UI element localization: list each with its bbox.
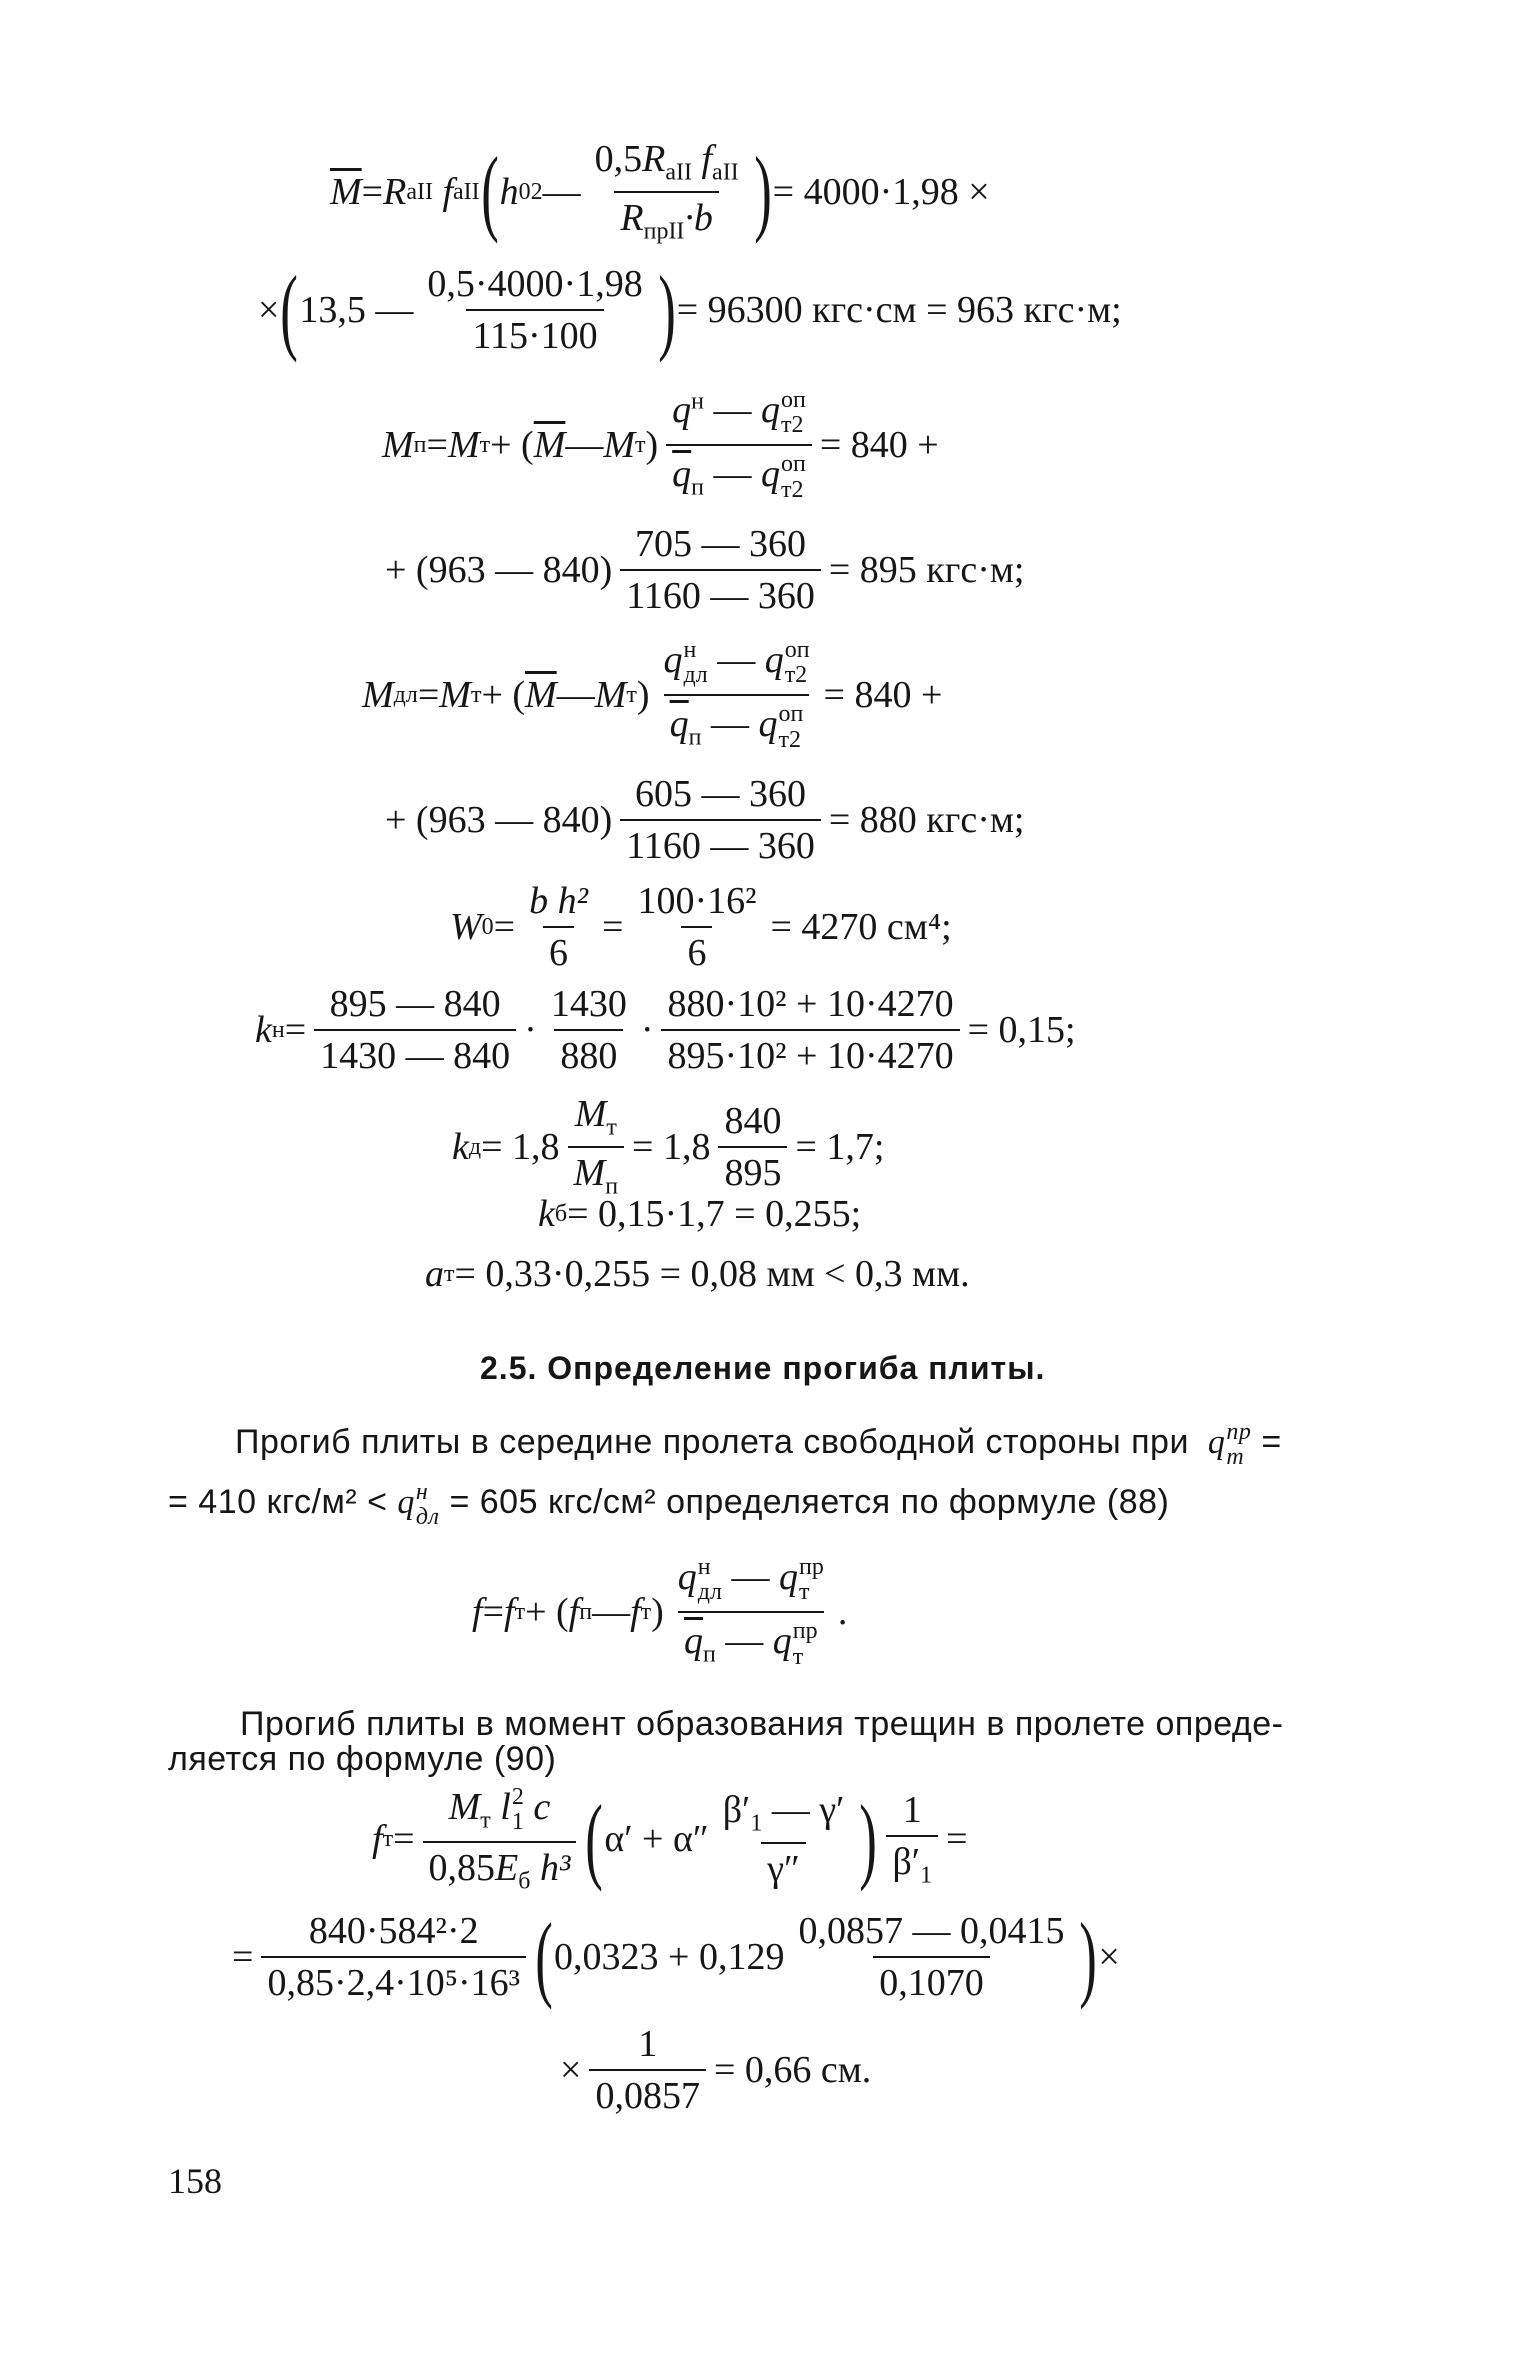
denominator — [423, 1841, 577, 1894]
denominator: 895 — [718, 1146, 787, 1192]
rhs-value: = 0,33·0,255 = 0,08 мм < 0,3 мм. — [454, 1253, 970, 1295]
rhs-value: = 840 + — [819, 424, 939, 467]
subscript-t: т — [1226, 1444, 1245, 1471]
times-sign: × — [1098, 1936, 1120, 1978]
paren-close: ) — [657, 255, 676, 363]
beta-prime: β′ — [722, 1789, 751, 1832]
plus-sign: + ( — [490, 424, 534, 467]
subscript-t: т — [626, 682, 637, 709]
fraction — [314, 985, 516, 1075]
fraction — [658, 638, 816, 753]
subscript-02: 02 — [518, 178, 543, 205]
denominator: 880 — [554, 1029, 623, 1075]
symbol-w: W — [450, 906, 482, 948]
term: + (963 — 840) — [385, 799, 613, 841]
symbol-l: l — [500, 1785, 511, 1828]
paragraph-line2 — [168, 1480, 1169, 1530]
symbol-r: R — [642, 138, 666, 180]
paragraph2-line2 — [168, 1740, 556, 1779]
fraction — [589, 140, 745, 243]
subscript-t: т — [635, 432, 646, 459]
subscript-t: т — [640, 1599, 652, 1626]
equation-w0 — [450, 882, 952, 972]
equals-sign: = — [482, 1591, 504, 1634]
coef: 0,5 — [594, 138, 643, 180]
numerator — [666, 388, 812, 444]
subscript-p: п — [702, 1641, 716, 1668]
symbol-f: f — [504, 1591, 515, 1634]
fraction — [886, 1791, 938, 1888]
symbol-q-bar: $\overline{q}$ — [683, 1620, 703, 1663]
subscript-dl: дл — [683, 662, 708, 689]
subscript-b: б — [554, 1201, 568, 1227]
minus-sign: — — [556, 674, 595, 717]
sub-sup-stack — [781, 452, 806, 502]
subscript-dl: дл — [393, 682, 418, 709]
sub-sup-stack — [684, 638, 708, 688]
numerator: 0,0857 — 0,0415 — [798, 1910, 1065, 1952]
sub-sup-stack — [416, 1480, 440, 1530]
symbol-q-bar: $\overline{q}$ — [669, 703, 689, 746]
plus-sign: + ( — [525, 1591, 569, 1634]
subscript-aii: aII — [665, 159, 692, 186]
rhs-value: = 1,7; — [795, 1125, 885, 1168]
rhs-value: = 895 кгс·м; — [828, 549, 1025, 591]
superscript-2: 2 — [511, 1784, 524, 1810]
fraction — [631, 882, 762, 972]
numerator: 100·16² — [637, 880, 757, 922]
denominator: 0,0857 — [589, 2069, 706, 2115]
times-sign: × — [258, 289, 280, 331]
denominator — [678, 1611, 824, 1669]
gamma-term: — γ′ — [762, 1789, 845, 1832]
fraction — [261, 1912, 526, 2002]
symbol-q-bar: $\overline{q}$ — [672, 453, 692, 496]
fraction — [589, 2025, 706, 2115]
denominator: 0,85·2,4·10⁵·16³ — [261, 1956, 526, 2002]
subscript-t: т — [798, 1579, 810, 1606]
rhs-value: = 0,66 см. — [713, 2049, 872, 2091]
subscript-t2: т2 — [781, 412, 804, 439]
dot-sign: · — [640, 1009, 654, 1051]
term: 13,5 — — [299, 289, 414, 331]
symbol-r: R — [620, 196, 644, 239]
numerator: 705 — 360 — [635, 523, 807, 565]
equals-sign: = — [946, 1818, 968, 1861]
symbol-q: q — [761, 453, 780, 496]
denominator: 1160 — 360 — [620, 819, 821, 865]
symbol-f: f — [701, 138, 713, 180]
symbol-k: k — [538, 1193, 555, 1235]
sub-sup-stack — [512, 1785, 524, 1835]
symbol-a: a — [425, 1253, 444, 1295]
symbol-q: q — [764, 638, 784, 681]
numerator: 840 — [724, 1099, 782, 1142]
paren-close: ) — [636, 674, 650, 717]
text: = 410 кгс/м² < — [168, 1482, 388, 1521]
equation-mdl-line2 — [385, 775, 1024, 865]
fraction — [421, 265, 648, 355]
section-heading: 2.5. Определение прогиба плиты. — [480, 1350, 1046, 1386]
minus-sign: — — [542, 170, 581, 213]
paren-close: ) — [1079, 1902, 1098, 2010]
symbol-f: f — [372, 1818, 383, 1861]
equals-sign: = — [1261, 1422, 1282, 1461]
symbol-c: c — [533, 1785, 551, 1828]
numerator: 1 — [638, 2023, 658, 2065]
equals-sign: = — [284, 1009, 307, 1051]
subscript-1: 1 — [750, 1810, 763, 1837]
subscript-t: т — [792, 1643, 804, 1670]
subscript-b: б — [518, 1868, 531, 1895]
superscript-op: оп — [781, 387, 806, 413]
paren-close: ) — [753, 137, 772, 245]
symbol-m: M — [439, 674, 471, 717]
denominator: γ″ — [761, 1842, 806, 1888]
paragraph2-line1 — [240, 1705, 1284, 1744]
beta-prime: β′ — [892, 1841, 921, 1884]
subscript-t: т — [514, 1599, 526, 1626]
equals-sign: = — [361, 170, 384, 213]
numerator — [569, 1095, 623, 1146]
subscript-p: п — [579, 1599, 593, 1626]
period: . — [837, 1591, 848, 1634]
symbol-h3: h³ — [539, 1847, 571, 1890]
denominator: 1430 — 840 — [314, 1029, 516, 1075]
subscript-aii: aII — [712, 159, 739, 186]
denominator: 6 — [681, 926, 712, 972]
subscript-t: т — [444, 1261, 455, 1287]
subscript-p: п — [688, 724, 702, 751]
symbol-m: M — [603, 424, 635, 467]
rhs-value: = 880 кгс·м; — [828, 799, 1025, 841]
fraction — [620, 775, 821, 865]
subscript-t2: т2 — [784, 662, 808, 689]
symbol-q: q — [677, 1555, 697, 1598]
denominator — [614, 191, 719, 244]
symbol-m: M — [448, 1785, 481, 1828]
text: = 605 кгс/см² определяется по формуле (88) — [449, 1482, 1170, 1521]
subscript-p: п — [605, 1173, 619, 1200]
term: 0,0323 + 0,129 — [554, 1936, 785, 1978]
symbol-q: q — [772, 1620, 792, 1663]
equation-kb — [538, 1195, 861, 1233]
sub-sup-stack — [779, 702, 804, 752]
subscript-t: т — [480, 1807, 491, 1834]
symbol-q: q — [758, 703, 778, 746]
sub-sup-stack — [1226, 1420, 1251, 1470]
numerator: 880·10² + 10·4270 — [667, 983, 954, 1025]
subscript-aii: aII — [406, 178, 433, 205]
subscript-1: 1 — [511, 1809, 524, 1836]
fraction — [523, 882, 594, 972]
symbol-m: M — [573, 1151, 606, 1194]
symbol-q: q — [672, 388, 692, 431]
fraction — [792, 1912, 1070, 2002]
denominator — [666, 444, 812, 502]
paren-open: ( — [585, 1785, 604, 1893]
q-t-pr-symbol: q пр т — [1198, 1419, 1252, 1471]
symbol-m-bar: $\overline{M}$ — [330, 170, 362, 213]
symbol-h: h — [499, 170, 519, 213]
equals-sign: = — [417, 674, 440, 717]
text: Прогиб плиты в середине пролета свободной стороны при — [235, 1422, 1189, 1461]
coef: 0,85 — [428, 1847, 495, 1890]
subscript-p: п — [691, 474, 704, 501]
numerator — [672, 1555, 830, 1611]
paren-close: ) — [645, 424, 659, 467]
term: = 1,8 — [481, 1125, 560, 1168]
subscript-t2: т2 — [781, 476, 804, 503]
equation-f — [472, 1555, 847, 1670]
superscript-op: оп — [781, 451, 806, 478]
subscript-dl: дл — [697, 1579, 722, 1606]
fraction — [545, 985, 633, 1075]
rhs-value: = 4000·1,98 × — [772, 170, 990, 213]
numerator: 1 — [902, 1789, 922, 1832]
paren-open: ( — [480, 137, 499, 245]
sub-sup-stack — [698, 1555, 722, 1605]
equation-mdl-line1 — [362, 638, 942, 753]
symbol-m: M — [594, 674, 627, 717]
symbol-e: E — [495, 1847, 519, 1890]
numerator — [717, 1791, 851, 1842]
superscript-op: оп — [778, 701, 804, 728]
symbol-m-bar: $\overline{M}$ — [533, 424, 566, 467]
subscript-t2: т2 — [778, 726, 802, 753]
minus-sign: — — [592, 1591, 631, 1634]
text: ляется по формуле (90) — [168, 1740, 557, 1778]
minus-sign: — — [721, 1555, 779, 1598]
term: + (963 — 840) — [385, 549, 613, 591]
paren-open: ( — [535, 1902, 553, 2010]
fraction — [661, 985, 959, 1075]
minus-sign: — — [707, 638, 765, 681]
subscript-t: т — [479, 432, 491, 459]
symbol-f: f — [472, 1591, 483, 1634]
denominator: 6 — [543, 926, 574, 972]
subscript-t: т — [382, 1826, 394, 1853]
numerator — [589, 140, 745, 191]
symbol-m: M — [382, 424, 414, 467]
paren-open: ( — [280, 255, 299, 363]
dot-sign: · — [524, 1009, 537, 1051]
rhs-value: = 0,15; — [967, 1009, 1076, 1051]
denominator: 115·100 — [466, 309, 603, 355]
plus-sign: + ( — [481, 674, 526, 717]
equation-at — [425, 1255, 970, 1293]
equation-ft-line1 — [372, 1785, 968, 1894]
equals-sign: = — [426, 424, 448, 467]
superscript-pr: пр — [1226, 1419, 1252, 1445]
subscript-1: 1 — [920, 1862, 933, 1889]
equation-ft-line2 — [232, 1902, 1120, 2010]
fraction — [423, 1785, 577, 1894]
denominator: 0,1070 — [873, 1956, 990, 2002]
superscript-op: оп — [784, 637, 810, 663]
subscript-d: д — [468, 1133, 482, 1160]
numerator: 0,5·4000·1,98 — [427, 263, 643, 305]
subscript-p: п — [413, 432, 427, 459]
minus-sign: — — [704, 453, 761, 496]
equation-kd — [452, 1095, 884, 1198]
symbol-q: q — [778, 1555, 798, 1598]
fraction — [568, 1095, 625, 1198]
numerator: b h² — [529, 880, 588, 922]
symbol-b: ·b — [684, 196, 713, 239]
equation-moment-line2 — [258, 255, 1122, 363]
denominator — [664, 694, 810, 752]
symbol-k: k — [452, 1125, 469, 1168]
sub-sup-stack — [799, 1555, 824, 1605]
numerator — [443, 1785, 557, 1841]
symbol-f: f — [630, 1591, 641, 1634]
equation-kn — [255, 985, 1076, 1075]
paragraph-line1 — [235, 1420, 1282, 1470]
term: = 1,8 — [632, 1125, 711, 1168]
rhs-value: = 4270 см⁴; — [770, 906, 952, 948]
fraction — [666, 388, 812, 503]
alpha-terms: α′ + α″ — [604, 1818, 709, 1861]
minus-sign: — — [701, 703, 759, 746]
subscript-dl: дл — [415, 1504, 440, 1531]
subscript-t: т — [470, 682, 482, 709]
symbol-f: f — [442, 170, 454, 213]
numerator — [658, 638, 816, 694]
symbol-m-bar: $\overline{M}$ — [525, 674, 557, 717]
subscript-aii: aII — [453, 178, 480, 205]
page-number: 158 — [168, 2161, 222, 2201]
superscript-n: н — [683, 637, 697, 663]
rhs-value: = 840 + — [823, 674, 943, 717]
symbol-q: q — [663, 638, 683, 681]
numerator: 840·584²·2 — [308, 1910, 479, 1952]
subscript-t: т — [606, 1114, 617, 1141]
equation-mp-line2 — [385, 525, 1024, 615]
text: Прогиб плиты в момент образования трещин в пролете опреде- — [240, 1705, 1284, 1743]
symbol-m: M — [447, 424, 480, 467]
equation-moment-line1 — [330, 137, 990, 245]
sub-sup-stack — [781, 388, 806, 438]
fraction — [718, 1099, 787, 1194]
times-sign: × — [560, 2049, 582, 2091]
sub-sup-stack — [793, 1619, 818, 1669]
numerator: 1430 — [550, 983, 627, 1025]
fraction — [717, 1791, 851, 1888]
symbol-q: q — [761, 388, 780, 431]
subscript-n: н — [271, 1017, 285, 1043]
sub-sup-stack — [785, 638, 810, 688]
symbol-r: R — [383, 170, 407, 213]
equals-sign: = — [602, 906, 624, 948]
denominator: 1160 — 360 — [620, 569, 821, 615]
symbol-k: k — [255, 1009, 272, 1051]
paren-close: ) — [859, 1785, 878, 1893]
minus-sign: — — [565, 424, 604, 467]
symbol-f: f — [568, 1591, 580, 1634]
minus-sign: — — [704, 388, 761, 431]
equation-mp-line1 — [382, 388, 939, 503]
denominator: 895·10² + 10·4270 — [661, 1029, 959, 1075]
denominator — [886, 1835, 938, 1888]
minus-sign: — — [715, 1620, 773, 1663]
rhs-value: = 0,15·1,7 = 0,255; — [567, 1193, 862, 1235]
rhs-value: = 96300 кгс·см = 963 кгс·м; — [676, 289, 1122, 331]
fraction — [672, 1555, 830, 1670]
superscript-pr: пр — [798, 1554, 824, 1580]
equation-ft-line3 — [560, 2025, 871, 2115]
equals-sign: = — [232, 1936, 254, 1978]
superscript-n: н — [415, 1479, 429, 1505]
fraction — [620, 525, 821, 615]
denominator — [568, 1146, 625, 1199]
superscript-n: н — [697, 1554, 711, 1580]
q-dl-n-symbol: q н дл — [397, 1479, 440, 1531]
symbol-m: M — [362, 674, 394, 717]
superscript-pr: пр — [792, 1618, 818, 1645]
equals-sign: = — [393, 1818, 415, 1861]
paren-close: ) — [651, 1591, 664, 1634]
equals-sign: = — [493, 906, 516, 948]
symbol-m: M — [574, 1093, 607, 1135]
superscript-n: н — [691, 388, 704, 415]
subscript-0: 0 — [481, 914, 494, 940]
subscript-prii: прII — [643, 218, 685, 245]
numerator: 895 — 840 — [329, 983, 501, 1025]
numerator: 605 — 360 — [635, 773, 807, 815]
